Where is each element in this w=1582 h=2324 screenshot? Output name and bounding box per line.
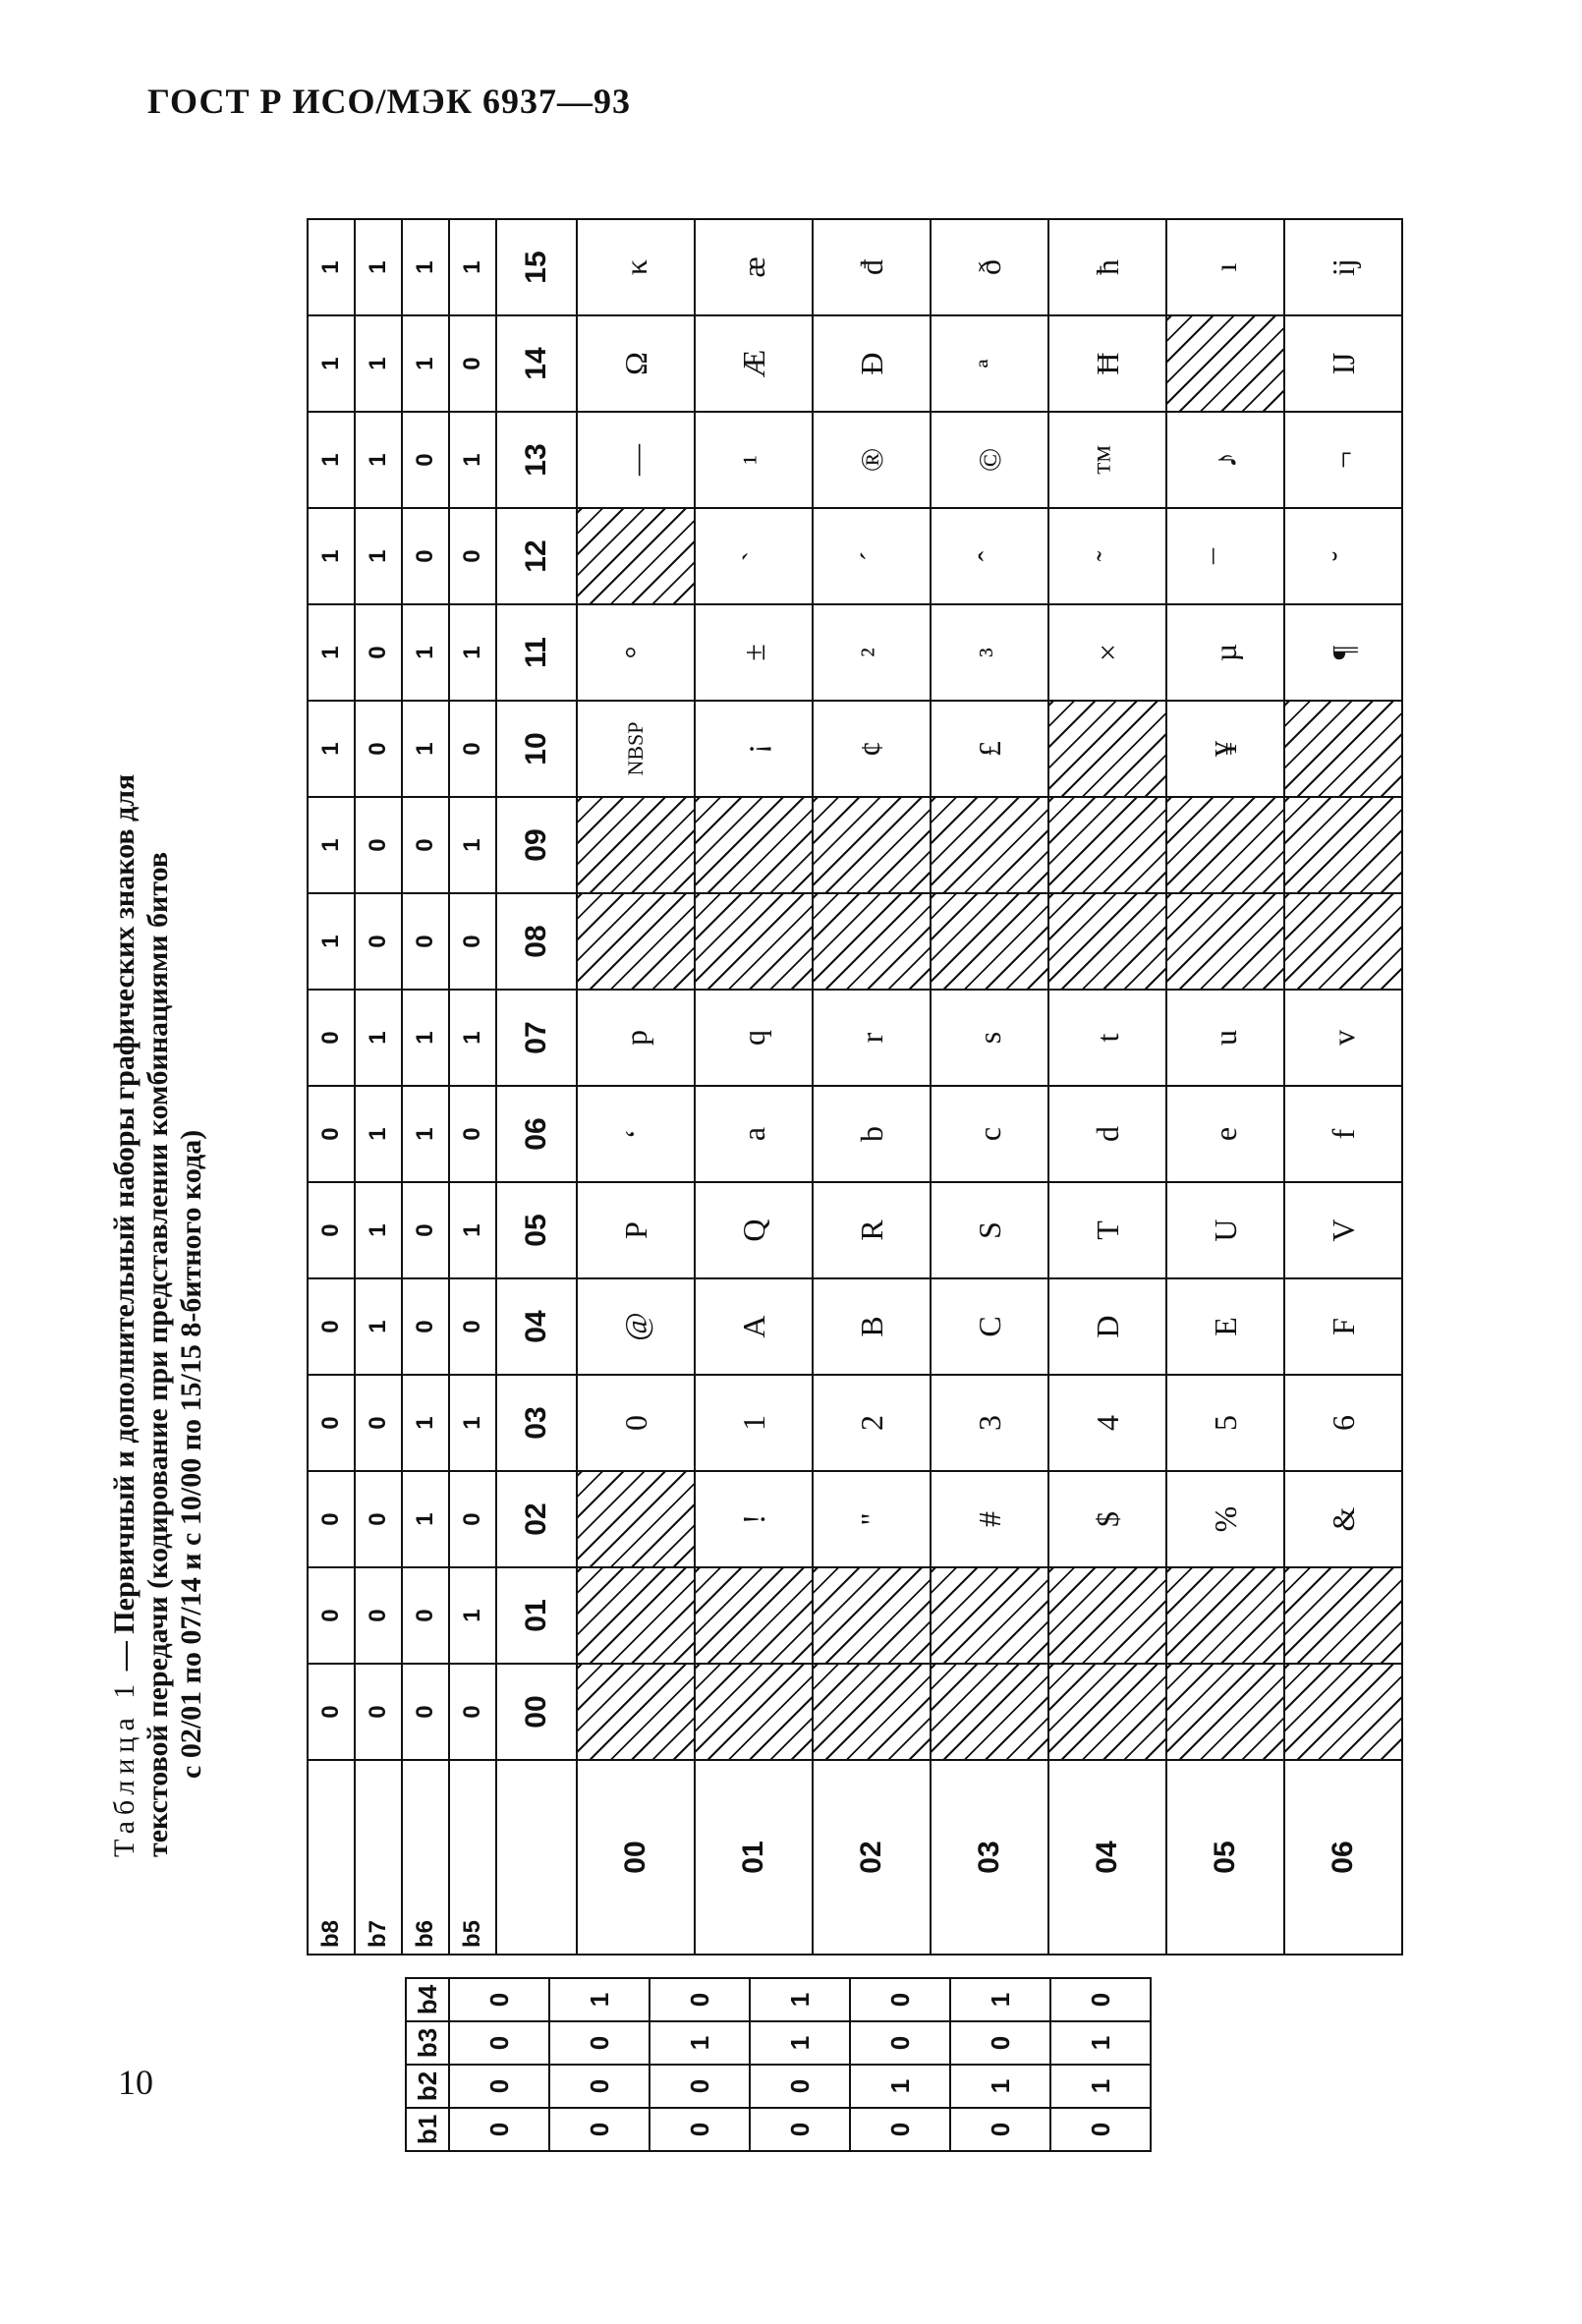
- row-bit-value: 0: [650, 2065, 750, 2108]
- character-cell: ˘: [1284, 508, 1402, 604]
- row-code: 04: [1048, 1760, 1166, 1955]
- column-bit-value: 1: [355, 1278, 402, 1375]
- hatched-cell: [695, 797, 813, 893]
- character-cell: £: [931, 701, 1048, 797]
- column-code: 05: [496, 1182, 577, 1278]
- character-cell: đ: [813, 219, 931, 315]
- row-bit-value: 0: [1050, 1978, 1151, 2021]
- hatched-cell: [577, 797, 695, 893]
- column-bit-value: 0: [308, 1471, 355, 1567]
- column-bit-value: 1: [449, 604, 496, 701]
- character-cell: ª: [931, 315, 1048, 412]
- column-bit-value: 1: [449, 797, 496, 893]
- column-bit-value: 0: [308, 1664, 355, 1760]
- column-bit-value: 0: [449, 1471, 496, 1567]
- column-code: 12: [496, 508, 577, 604]
- column-bit-value: 0: [449, 1664, 496, 1760]
- hatched-cell: [1284, 1664, 1402, 1760]
- character-cell: b: [813, 1086, 931, 1182]
- column-bit-value: 0: [355, 1567, 402, 1664]
- row-bit-header: b1: [406, 2108, 449, 2151]
- hatched-cell: [1284, 797, 1402, 893]
- character-cell: Q: [695, 1182, 813, 1278]
- character-cell: ¶: [1284, 604, 1402, 701]
- row-bit-value: 1: [549, 1978, 650, 2021]
- character-cell: Ĳ: [1284, 315, 1402, 412]
- character-cell: 0: [577, 1375, 695, 1471]
- column-bit-value: 0: [355, 1471, 402, 1567]
- character-cell: ¥: [1166, 701, 1284, 797]
- caption-line-1: [108, 285, 141, 1857]
- column-bit-value: 1: [402, 1471, 449, 1567]
- row-bit-row: [850, 1978, 950, 2151]
- character-cell: ¹: [695, 412, 813, 508]
- column-bit-value: 1: [308, 701, 355, 797]
- character-cell: ™: [1048, 412, 1166, 508]
- column-bit-label: b8: [308, 1760, 355, 1955]
- row-code: 06: [1284, 1760, 1402, 1955]
- row-bit-row: [449, 1978, 549, 2151]
- column-code: 06: [496, 1086, 577, 1182]
- row-bit-value: 1: [750, 1978, 850, 2021]
- character-cell: p: [577, 990, 695, 1086]
- column-code: 10: [496, 701, 577, 797]
- character-cell: v: [1284, 990, 1402, 1086]
- column-bit-value: 1: [402, 990, 449, 1086]
- column-bit-value: 0: [308, 1567, 355, 1664]
- character-cell: a: [695, 1086, 813, 1182]
- character-cell: µ: [1166, 604, 1284, 701]
- column-bit-value: 0: [449, 701, 496, 797]
- row-code: 02: [813, 1760, 931, 1955]
- character-cell: Ω: [577, 315, 695, 412]
- row-bit-row: [650, 1978, 750, 2151]
- rotated-table-block: [108, 197, 1464, 2152]
- column-bit-value: 0: [449, 893, 496, 990]
- column-bit-value: 1: [402, 219, 449, 315]
- row-bit-row: [1050, 1978, 1151, 2151]
- column-bit-value: 0: [449, 315, 496, 412]
- character-cell: u: [1166, 990, 1284, 1086]
- column-bit-value: 1: [449, 1182, 496, 1278]
- character-cell: D: [1048, 1278, 1166, 1375]
- hatched-cell: [1166, 1664, 1284, 1760]
- corner-cell: [496, 1760, 577, 1955]
- character-cell: %: [1166, 1471, 1284, 1567]
- hatched-cell: [1284, 1567, 1402, 1664]
- row-bit-row: [549, 1978, 650, 2151]
- column-bit-value: 1: [355, 508, 402, 604]
- table-row: [577, 219, 695, 1955]
- column-bit-value: 0: [402, 412, 449, 508]
- column-bit-label: b7: [355, 1760, 402, 1955]
- row-bit-value: 0: [549, 2065, 650, 2108]
- hatched-cell: [1284, 701, 1402, 797]
- row-bit-value: 0: [549, 2021, 650, 2065]
- character-cell: @: [577, 1278, 695, 1375]
- row-bit-value: 0: [1050, 2108, 1151, 2151]
- character-cell: F: [1284, 1278, 1402, 1375]
- row-bit-row: [750, 1978, 850, 2151]
- column-bit-value: 1: [355, 412, 402, 508]
- column-bit-value: 0: [355, 1375, 402, 1471]
- row-bit-value: 0: [449, 2065, 549, 2108]
- hatched-cell: [1048, 893, 1166, 990]
- column-code: 13: [496, 412, 577, 508]
- hatched-cell: [931, 1567, 1048, 1664]
- hatched-cell: [813, 1567, 931, 1664]
- page-number: 10: [118, 2063, 153, 2102]
- column-bit-value: 1: [402, 604, 449, 701]
- character-cell: V: [1284, 1182, 1402, 1278]
- column-bit-value: 1: [449, 219, 496, 315]
- column-bit-value: 0: [355, 797, 402, 893]
- character-cell: `: [695, 508, 813, 604]
- row-bit-value: 0: [650, 2108, 750, 2151]
- row-code: 01: [695, 1760, 813, 1955]
- character-cell: q: [695, 990, 813, 1086]
- row-bit-value: 0: [850, 2021, 950, 2065]
- column-bit-value: 0: [449, 508, 496, 604]
- hatched-cell: [1166, 797, 1284, 893]
- hatched-cell: [813, 893, 931, 990]
- hatched-cell: [577, 1567, 695, 1664]
- character-cell: κ: [577, 219, 695, 315]
- column-bit-value: 0: [355, 1664, 402, 1760]
- document-header: ГОСТ Р ИСО/МЭК 6937—93: [147, 82, 631, 121]
- column-bit-value: 1: [355, 219, 402, 315]
- caption-line-2: текстовой передачи (кодирование при представлении комбинациями битов: [141, 851, 174, 1857]
- character-cell: ı: [1166, 219, 1284, 315]
- column-bit-value: 0: [308, 1278, 355, 1375]
- character-cell: Æ: [695, 315, 813, 412]
- character-cell: 4: [1048, 1375, 1166, 1471]
- column-code: 04: [496, 1278, 577, 1375]
- character-cell: ˜: [1048, 508, 1166, 604]
- character-cell: ±: [695, 604, 813, 701]
- row-bit-value: 1: [950, 1978, 1050, 2021]
- column-bit-value: 0: [449, 1086, 496, 1182]
- character-cell: ¯: [1166, 508, 1284, 604]
- row-bit-value: 1: [1050, 2065, 1151, 2108]
- character-cell: ˆ: [931, 508, 1048, 604]
- row-bit-value: 1: [950, 2065, 1050, 2108]
- row-bit-value: 0: [750, 2108, 850, 2151]
- character-cell: ²: [813, 604, 931, 701]
- column-bit-value: 1: [355, 990, 402, 1086]
- hatched-cell: [577, 893, 695, 990]
- hatched-cell: [1048, 701, 1166, 797]
- caption-line1-text: — Первичный и дополнительный наборы графических знаков для: [108, 773, 141, 1678]
- row-bit-value: 1: [650, 2021, 750, 2065]
- column-bit-value: 1: [449, 1567, 496, 1664]
- column-code: 11: [496, 604, 577, 701]
- row-bit-value: 0: [950, 2021, 1050, 2065]
- character-cell: ¬: [1284, 412, 1402, 508]
- row-bit-value: 0: [850, 1978, 950, 2021]
- row-code: 03: [931, 1760, 1048, 1955]
- column-bit-value: 1: [355, 1086, 402, 1182]
- column-bit-value: 1: [355, 1182, 402, 1278]
- character-cell: ³: [931, 604, 1048, 701]
- column-bit-value: 1: [449, 1375, 496, 1471]
- column-bit-row: [308, 219, 355, 1955]
- hatched-cell: [1166, 1567, 1284, 1664]
- hatched-cell: [1284, 893, 1402, 990]
- column-bit-value: 0: [402, 893, 449, 990]
- column-bit-value: 1: [402, 701, 449, 797]
- character-cell: ¡: [695, 701, 813, 797]
- column-code: 09: [496, 797, 577, 893]
- character-cell: ‘: [577, 1086, 695, 1182]
- column-bit-value: 1: [308, 412, 355, 508]
- column-bit-value: 0: [402, 508, 449, 604]
- column-bit-value: 1: [308, 797, 355, 893]
- row-bit-value: 1: [850, 2065, 950, 2108]
- column-bit-value: 1: [402, 1086, 449, 1182]
- character-cell: $: [1048, 1471, 1166, 1567]
- column-code: 07: [496, 990, 577, 1086]
- column-code: 08: [496, 893, 577, 990]
- character-cell: f: [1284, 1086, 1402, 1182]
- character-cell: ×: [1048, 604, 1166, 701]
- character-cell: d: [1048, 1086, 1166, 1182]
- table-row: [1048, 219, 1166, 1955]
- character-cell: R: [813, 1182, 931, 1278]
- column-code: 14: [496, 315, 577, 412]
- column-bit-value: 0: [308, 1086, 355, 1182]
- row-bit-value: 1: [750, 2021, 850, 2065]
- character-cell: ´: [813, 508, 931, 604]
- column-code: 03: [496, 1375, 577, 1471]
- character-cell: B: [813, 1278, 931, 1375]
- row-bit-value: 1: [1050, 2021, 1151, 2065]
- character-cell: —: [577, 412, 695, 508]
- column-bit-value: 1: [308, 315, 355, 412]
- hatched-cell: [577, 1664, 695, 1760]
- row-bit-header: b3: [406, 2021, 449, 2065]
- character-cell: c: [931, 1086, 1048, 1182]
- table-row: [931, 219, 1048, 1955]
- column-code: 01: [496, 1567, 577, 1664]
- column-bit-value: 0: [402, 1664, 449, 1760]
- hatched-cell: [931, 893, 1048, 990]
- character-cell: E: [1166, 1278, 1284, 1375]
- character-cell: ©: [931, 412, 1048, 508]
- hatched-cell: [695, 893, 813, 990]
- column-bit-value: 1: [308, 219, 355, 315]
- column-code: 00: [496, 1664, 577, 1760]
- hatched-cell: [931, 1664, 1048, 1760]
- character-cell: ": [813, 1471, 931, 1567]
- column-bit-value: 0: [308, 1375, 355, 1471]
- character-cell: ĳ: [1284, 219, 1402, 315]
- character-cell: t: [1048, 990, 1166, 1086]
- character-cell: Ħ: [1048, 315, 1166, 412]
- column-bit-label: b5: [449, 1760, 496, 1955]
- character-cell: C: [931, 1278, 1048, 1375]
- character-cell: °: [577, 604, 695, 701]
- row-code: 00: [577, 1760, 695, 1955]
- column-bit-value: 0: [402, 1182, 449, 1278]
- character-cell: 6: [1284, 1375, 1402, 1471]
- hatched-cell: [1048, 797, 1166, 893]
- row-code: 05: [1166, 1760, 1284, 1955]
- row-bit-value: 0: [850, 2108, 950, 2151]
- row-bit-table: [405, 1977, 1152, 2152]
- column-bit-value: 0: [402, 1278, 449, 1375]
- column-bit-value: 1: [402, 315, 449, 412]
- column-bit-value: 1: [308, 604, 355, 701]
- character-cell: ♪: [1166, 412, 1284, 508]
- column-bit-value: 0: [308, 1182, 355, 1278]
- row-bit-value: 0: [449, 2021, 549, 2065]
- column-code: 15: [496, 219, 577, 315]
- column-bit-label: b6: [402, 1760, 449, 1955]
- character-cell: &: [1284, 1471, 1402, 1567]
- character-cell: s: [931, 990, 1048, 1086]
- row-bit-header: b2: [406, 2065, 449, 2108]
- column-bit-value: 1: [449, 412, 496, 508]
- hatched-cell: [695, 1664, 813, 1760]
- table-row: [695, 219, 813, 1955]
- character-cell: P: [577, 1182, 695, 1278]
- character-cell: S: [931, 1182, 1048, 1278]
- character-cell: #: [931, 1471, 1048, 1567]
- character-cell: A: [695, 1278, 813, 1375]
- character-cell: ®: [813, 412, 931, 508]
- hatched-cell: [1166, 893, 1284, 990]
- character-cell: r: [813, 990, 931, 1086]
- hatched-cell: [577, 508, 695, 604]
- character-cell: !: [695, 1471, 813, 1567]
- column-bit-value: 1: [308, 508, 355, 604]
- code-table: [307, 218, 1403, 1956]
- character-cell: æ: [695, 219, 813, 315]
- hatched-cell: [1166, 315, 1284, 412]
- character-cell: 5: [1166, 1375, 1284, 1471]
- column-bit-row: [402, 219, 449, 1955]
- row-bit-value: 0: [549, 2108, 650, 2151]
- character-cell: 2: [813, 1375, 931, 1471]
- hatched-cell: [1048, 1664, 1166, 1760]
- column-bit-value: 1: [402, 1375, 449, 1471]
- character-cell: 3: [931, 1375, 1048, 1471]
- table-row: [1284, 219, 1402, 1955]
- row-bit-header: b4: [406, 1978, 449, 2021]
- column-code-row: [496, 219, 577, 1955]
- caption-label: Таблица 1: [108, 1677, 141, 1857]
- row-bit-value: 0: [449, 2108, 549, 2151]
- column-bit-value: 1: [449, 990, 496, 1086]
- hatched-cell: [695, 1567, 813, 1664]
- hatched-cell: [577, 1471, 695, 1567]
- character-cell: Đ: [813, 315, 931, 412]
- character-cell: e: [1166, 1086, 1284, 1182]
- table-row: [1166, 219, 1284, 1955]
- character-cell: ħ: [1048, 219, 1166, 315]
- column-bit-row: [355, 219, 402, 1955]
- hatched-cell: [1048, 1567, 1166, 1664]
- row-bit-header-row: [406, 1978, 449, 2151]
- table-caption: [108, 285, 208, 1857]
- column-bit-value: 0: [355, 893, 402, 990]
- column-bit-value: 0: [355, 604, 402, 701]
- row-bit-value: 0: [650, 1978, 750, 2021]
- character-cell: NBSP: [577, 701, 695, 797]
- column-bit-row: [449, 219, 496, 1955]
- character-cell: T: [1048, 1182, 1166, 1278]
- column-bit-value: 0: [402, 797, 449, 893]
- row-bit-value: 0: [950, 2108, 1050, 2151]
- hatched-cell: [813, 797, 931, 893]
- character-cell: ¢: [813, 701, 931, 797]
- hatched-cell: [931, 797, 1048, 893]
- column-bit-value: 0: [449, 1278, 496, 1375]
- table-row: [813, 219, 931, 1955]
- row-bit-value: 0: [449, 1978, 549, 2021]
- column-bit-value: 0: [355, 701, 402, 797]
- character-cell: 1: [695, 1375, 813, 1471]
- column-bit-value: 1: [355, 315, 402, 412]
- row-bit-value: 0: [750, 2065, 850, 2108]
- column-code: 02: [496, 1471, 577, 1567]
- column-bit-value: 0: [402, 1567, 449, 1664]
- column-bit-value: 1: [308, 893, 355, 990]
- character-cell: U: [1166, 1182, 1284, 1278]
- hatched-cell: [813, 1664, 931, 1760]
- column-bit-value: 0: [308, 990, 355, 1086]
- character-cell: ð: [931, 219, 1048, 315]
- row-bit-row: [950, 1978, 1050, 2151]
- caption-line-3: с 02/01 по 07/14 и с 10/00 по 15/15 8-битного кода): [175, 1129, 207, 1779]
